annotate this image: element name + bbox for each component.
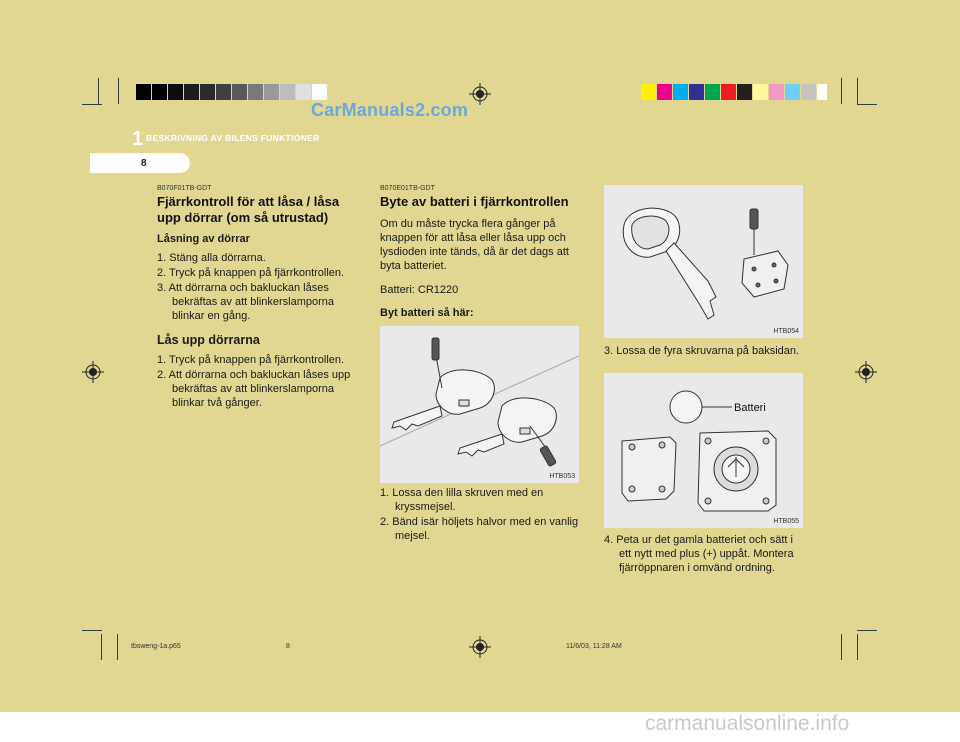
list-item: 1. Lossa den lilla skruven med en kryssmejsel. <box>380 487 544 513</box>
chapter-title: BESKRIVNING AV BILENS FUNKTIONER <box>146 133 320 143</box>
figure-label: HTB055 <box>773 518 799 525</box>
section-title: Fjärrkontroll för att låsa / låsa upp dörrar (om så utrustad) <box>157 194 340 225</box>
registration-mark-icon <box>469 83 491 105</box>
list-item: 1. Stäng alla dörrarna. <box>157 252 266 264</box>
gray-swatch <box>264 84 279 100</box>
crop-mark <box>841 634 842 660</box>
intro-text: Om du måste trycka flera gånger på knappen för att låsa eller låsa upp och lysdioden inte tänds, då är det dags att byta batteriet. <box>380 218 569 272</box>
remote-lock-section <box>157 185 357 416</box>
site-watermark[interactable]: CarManuals2.com <box>311 100 469 120</box>
gray-swatch <box>152 84 167 100</box>
unlock-heading: Lås upp dörrarna <box>157 333 260 347</box>
footer-timestamp: 11/6/03, 11:28 AM <box>566 643 622 650</box>
gray-swatch <box>248 84 263 100</box>
crop-mark <box>857 104 877 105</box>
list-item: 2. Tryck på knappen på fjärrkontrollen. <box>157 267 345 279</box>
battery-illustration <box>604 373 803 528</box>
key-housing-illustration <box>604 185 803 338</box>
color-swatch <box>657 84 672 100</box>
color-swatch <box>753 84 768 100</box>
color-swatch <box>785 84 800 100</box>
crop-mark <box>101 634 102 660</box>
color-swatch <box>689 84 704 100</box>
battery-steps-list <box>380 486 579 543</box>
color-swatch <box>641 84 656 100</box>
footer-page: 8 <box>286 643 290 650</box>
list-item: 1. Tryck på knappen på fjärrkontrollen. <box>157 354 345 366</box>
step-3-list <box>604 344 803 358</box>
section-title: Byte av batteri i fjärrkontrollen <box>380 194 569 209</box>
registration-mark-icon <box>855 361 877 383</box>
gray-swatch <box>184 84 199 100</box>
registration-mark-icon <box>469 636 491 658</box>
list-item: 2. Bänd isär höljets halvor med en vanlig mejsel. <box>380 516 579 542</box>
figure-htb054 <box>604 185 803 338</box>
battery-callout: Batteri <box>734 402 766 414</box>
list-item: 3. Lossa de fyra skruvarna på baksidan. <box>604 345 800 357</box>
list-item: 3. Att dörrarna och bakluckan låses bekräftas av att blinkerslamporna blinkar en gång. <box>157 282 335 322</box>
figure-label: HTB053 <box>549 473 575 480</box>
locking-heading: Låsning av dörrar <box>157 233 250 245</box>
crop-mark <box>98 78 99 104</box>
color-swatch <box>817 84 827 100</box>
gray-swatch <box>136 84 151 100</box>
crop-mark <box>82 104 102 105</box>
step-4-list <box>604 533 803 575</box>
crop-mark <box>857 634 858 660</box>
gray-swatch <box>168 84 183 100</box>
step-4 <box>604 533 803 581</box>
crop-mark <box>118 78 119 104</box>
steps-heading: Byt batteri så här: <box>380 307 474 319</box>
battery-steps <box>380 486 579 549</box>
gray-swatch <box>280 84 295 100</box>
color-swatch <box>721 84 736 100</box>
crop-mark <box>841 78 842 104</box>
locking-steps <box>157 251 357 323</box>
section-code: B070F01TB-GDT <box>157 185 212 192</box>
registration-mark-icon <box>82 361 104 383</box>
unlock-steps <box>157 353 357 410</box>
gray-swatch <box>296 84 311 100</box>
key-screwdriver-illustration <box>380 326 579 483</box>
step-3 <box>604 344 803 364</box>
color-swatch <box>705 84 720 100</box>
figure-htb053 <box>380 326 579 483</box>
page-number: 8 <box>141 158 147 169</box>
crop-mark <box>117 634 118 660</box>
list-item: 4. Peta ur det gamla batteriet och sätt i ett nytt med plus (+) uppåt. Montera fjärröppnaren i omvänd ordning. <box>604 534 794 574</box>
battery-type: Batteri: CR1220 <box>380 284 459 296</box>
section-code: B070E01TB-GDT <box>380 185 435 192</box>
color-swatch <box>737 84 752 100</box>
crop-mark <box>857 630 877 631</box>
battery-section <box>380 185 579 325</box>
gray-swatch <box>200 84 215 100</box>
crop-mark <box>857 78 858 104</box>
color-swatch <box>801 84 816 100</box>
chapter-number: 1 <box>132 128 144 150</box>
color-swatch <box>769 84 784 100</box>
figure-label: HTB054 <box>773 328 799 335</box>
crop-mark <box>82 630 102 631</box>
list-item: 2. Att dörrarna och bakluckan låses upp bekräftas av att blinkerslamporna blinkar två gånger. <box>157 369 351 409</box>
bottom-watermark[interactable]: carmanualsonline.info <box>645 712 850 735</box>
figure-htb055 <box>604 373 803 528</box>
page-number-tab <box>90 153 190 173</box>
gray-swatch <box>216 84 231 100</box>
color-swatch <box>673 84 688 100</box>
gray-swatch <box>312 84 327 100</box>
gray-swatch <box>232 84 247 100</box>
footer-filename: tbsweng-1a.p65 <box>131 643 181 650</box>
